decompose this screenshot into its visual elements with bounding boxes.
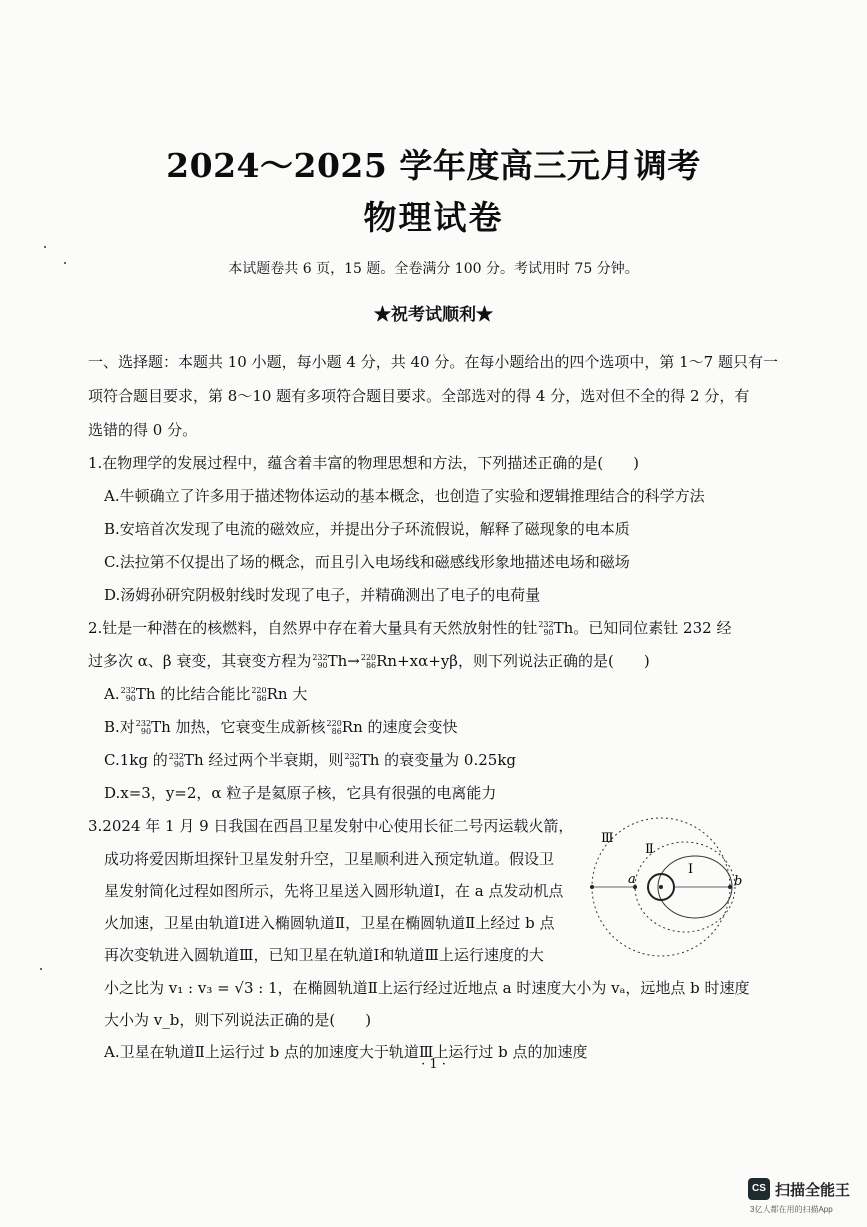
question-3-stem-line-2: 成功将爱因斯坦探针卫星发射升空，卫星顺利进入预定轨道。假设卫: [104, 850, 555, 868]
scan-speck: [40, 968, 42, 970]
label-orbit-iii: Ⅲ: [601, 831, 614, 846]
camscanner-logo-icon: CS: [748, 1178, 770, 1200]
radon-isotope-notation: 220 86: [251, 686, 267, 703]
label-point-b: b: [734, 874, 743, 889]
question-1-stem: 1.在物理学的发展过程中，蕴含着丰富的物理思想和方法，下列描述正确的是( ): [88, 454, 640, 472]
question-2-option-a: A. 232 90 Th 的比结合能比 220 86 Rn 大: [104, 685, 308, 703]
question-2-option-c: C.1kg 的 232 90 Th 经过两个半衰期，则 232 90 Th 的衰变量为 0.25kg: [104, 751, 517, 769]
scan-speck: [64, 262, 66, 264]
question-1-option-d: D.汤姆孙研究阴极射线时发现了电子，并精确测出了电子的电荷量: [104, 586, 541, 604]
radon-isotope-notation: 220 86: [326, 719, 342, 736]
scanner-watermark: [748, 1176, 863, 1222]
exam-instructions: 本试题卷共 6 页，15 题。全卷满分 100 分。考试用时 75 分钟。: [228, 261, 639, 277]
question-2-stem-line-1: 2.钍是一种潜在的核燃料，自然界中存在着大量具有天然放射性的钍 232 90 Th。已知同位素钍 232 经: [88, 619, 732, 637]
question-1-option-a: A.牛顿确立了许多用于描述物体运动的基本概念，也创造了实验和逻辑推理结合的科学方法: [104, 487, 705, 505]
question-2-option-b: B.对 232 90 Th 加热，它衰变生成新核 220 86 Rn 的速度会变快: [104, 718, 458, 736]
question-2-option-d: D.x=3，y=2，α 粒子是氦原子核，它具有很强的电离能力: [104, 784, 497, 802]
thorium-isotope-notation: 232 90: [168, 752, 184, 769]
label-orbit-i: Ⅰ: [688, 862, 694, 877]
thorium-isotope-notation: 232 90: [120, 686, 136, 703]
thorium-isotope-notation: 232 90: [312, 653, 328, 670]
question-1-option-b: B.安培首次发现了电流的磁效应，并提出分子环流假说，解释了磁现象的电本质: [104, 520, 630, 538]
brand-name: 扫描全能王: [775, 1182, 851, 1199]
question-3-stem-line-1: 3.2024 年 1 月 9 日我国在西昌卫星发射中心使用长征二号丙运载火箭，: [88, 817, 574, 835]
question-3-stem-line-6: 小之比为 v₁ : v₃ = √3 : 1，在椭圆轨道Ⅱ上运行经过近地点 a 时速度大小为 vₐ，远地点 b 时速度: [104, 979, 750, 997]
exam-title: 2024～2025 学年度高三元月调考: [166, 146, 701, 185]
question-2-stem-line-2: 过多次 α、β 衰变，其衰变方程为 232 90 Th→ 220 86 Rn+xα+yβ，则下列说法正确的是( ): [88, 652, 650, 670]
question-3-stem-line-7: 大小为 v_b，则下列说法正确的是( ): [104, 1011, 372, 1029]
question-3-stem-line-5: 再次变轨进入圆轨道Ⅲ，已知卫星在轨道Ⅰ和轨道Ⅲ上运行速度的大: [104, 946, 544, 964]
question-3-option-a: A.卫星在轨道Ⅱ上运行过 b 点的加速度大于轨道Ⅲ上运行过 b 点的加速度: [104, 1043, 588, 1061]
thorium-isotope-notation: 232 90: [135, 719, 152, 736]
thorium-isotope-notation: 232 90: [344, 752, 360, 769]
earth-center-dot: [659, 885, 663, 889]
thorium-isotope-notation: 232 90: [538, 620, 554, 637]
exam-subject-title: 物理试卷: [363, 198, 504, 237]
label-point-a: a: [628, 872, 636, 887]
radon-isotope-notation: 220 86: [360, 653, 377, 670]
section-instructions-line-1: 一、选择题：本题共 10 小题，每小题 4 分，共 40 分。在每小题给出的四个选项中，第 1～7 题只有一: [88, 353, 778, 371]
question-3-stem-line-3: 星发射简化过程如图所示，先将卫星送入圆形轨道Ⅰ，在 a 点发动机点: [104, 882, 564, 900]
label-orbit-ii: Ⅱ: [645, 842, 654, 857]
scan-speck: [44, 246, 46, 248]
question-1-option-c: C.法拉第不仅提出了场的概念，而且引入电场线和磁感线形象地描述电场和磁场: [104, 553, 630, 571]
orbit-diagram: [585, 815, 760, 970]
good-luck-banner: ★祝考试顺利★: [374, 305, 493, 325]
question-3-stem-line-4: 火加速，卫星由轨道Ⅰ进入椭圆轨道Ⅱ，卫星在椭圆轨道Ⅱ上经过 b 点: [104, 914, 555, 932]
section-instructions-line-2: 项符合题目要求，第 8～10 题有多项符合题目要求。全部选对的得 4 分，选对但不全的得 2 分，有: [88, 387, 750, 405]
page-number: · 1 ·: [421, 1057, 446, 1072]
section-instructions-line-3: 选错的得 0 分。: [88, 421, 198, 439]
brand-tagline: 3亿人都在用的扫描App: [750, 1205, 833, 1214]
